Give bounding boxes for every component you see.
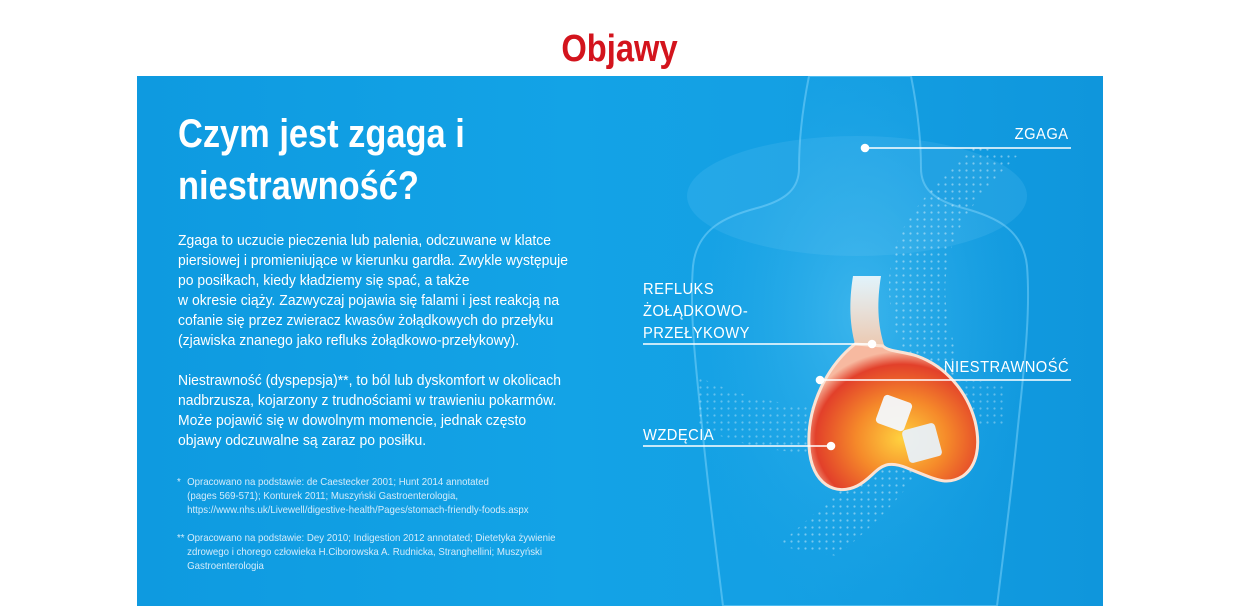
label-wzdecia: WZDĘCIA <box>643 427 715 444</box>
footnote <box>177 475 582 517</box>
label-zgaga: ZGAGA <box>1015 126 1069 143</box>
info-banner <box>137 76 1103 606</box>
label-refluks: REFLUKS ŻOŁĄDKOWO- PRZEŁYKOWY <box>643 281 750 342</box>
footnote-mark: * <box>177 476 181 488</box>
page-title: Objawy <box>561 28 678 71</box>
indigestion-description: Niestrawność (dyspepsja)**, to ból lub dyskomfort w okolicach nadbrzusza, kojarzony z trudnościami w trawieniu pokarmów. Może pojawić się w dowolnym momencie, jednak często objawy odczuwalne są zaraz po posiłku. <box>178 372 562 449</box>
label-niestrawnosc: NIESTRAWNOŚĆ <box>943 359 1069 376</box>
footnote-mark: ** <box>177 532 185 544</box>
footnote-text: Opracowano na podstawie: de Caestecker 2001; Hunt 2014 annotated (pages 569-571); Konturek 2011; Muszyński Gastroenterologia, https://www.nhs.uk/Livewell/digestive-health/Pages/stomach-friendly-foods.aspx <box>187 476 529 516</box>
footnote <box>177 531 582 573</box>
banner-heading: Czym jest zgaga i niestrawność? <box>178 112 465 208</box>
footnote-text: Opracowano na podstawie: Dey 2010; Indigestion 2012 annotated; Dietetyka żywienie zdrowego i chorego człowieka H.Ciborowska A. Rudnicka, Stranghellini; Muszyński Gastroenterologia <box>187 532 556 572</box>
heartburn-description: Zgaga to uczucie pieczenia lub palenia, odczuwane w klatce piersiowej i promieniujące w kierunku gardła. Zwykle występuje po posiłkach, kiedy kładziemy się spać, a także w okresie ciąży. Zazwyczaj pojawia się falami i jest reakcją na cofanie się przez zwieracz kwasów żołądkowych do przełyku (zjawiska znanego jako refluks żołądkowo-przełykowy). <box>178 232 569 349</box>
